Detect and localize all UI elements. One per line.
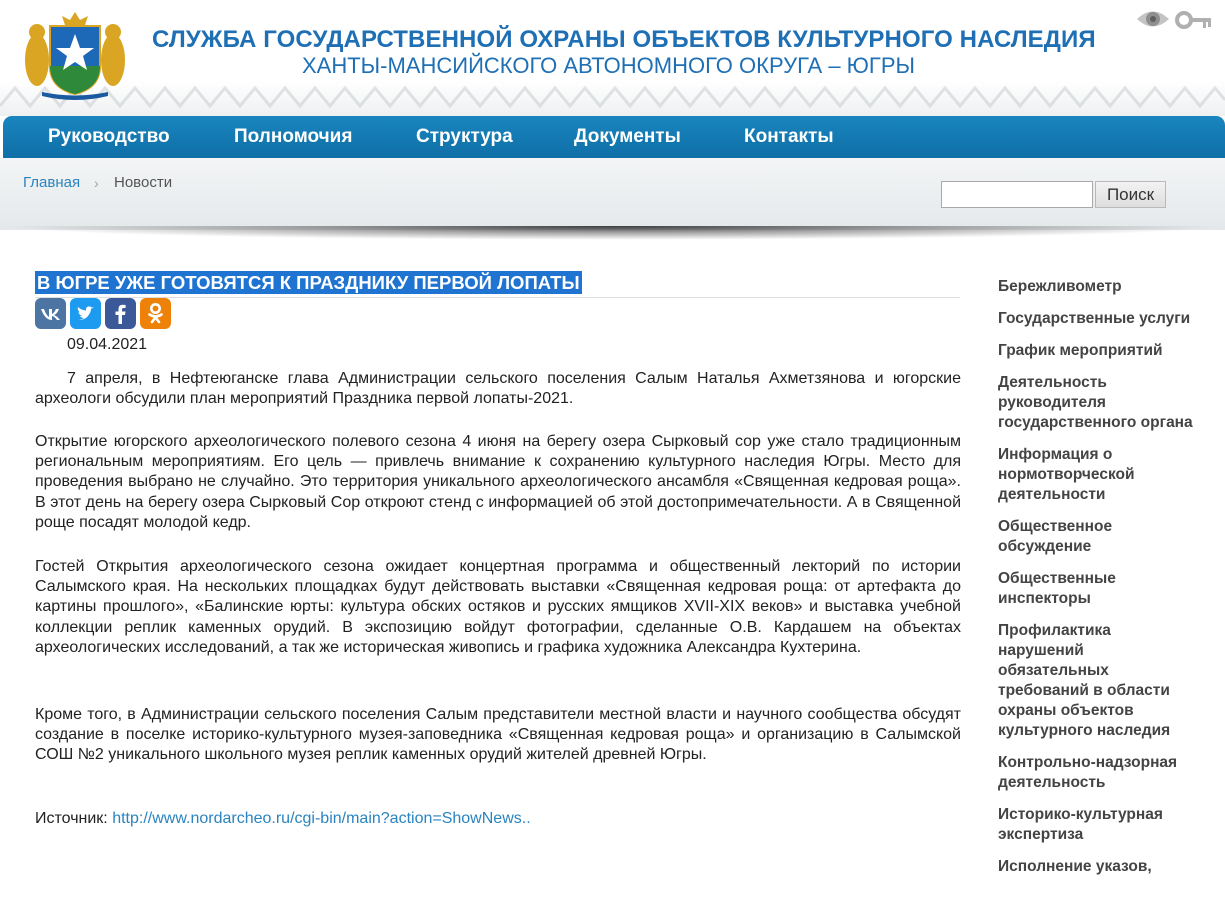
share-vk-button[interactable]	[35, 298, 66, 329]
article-paragraph: Открытие югорского археологического полевого сезона 4 июня на берегу озера Сырковый сор уже стало традиционным региональным мероприятиям. Его цель — привлечь внимание к сохранению культурного наследия Югры. Место для проведения выбрано не случайно. Это территория уникального археологического ансамбля «Священная кедровая роща». В этот день на берегу озера Сырковый Сор откроют стенд с информацией об этой достопримечательности. А в Священной роще посадят молодой кедр.	[35, 433, 961, 531]
share-odnoklassniki-button[interactable]	[140, 298, 171, 329]
header-shadow	[0, 226, 1225, 240]
share-twitter-button[interactable]	[70, 298, 101, 329]
main-nav	[3, 116, 1225, 158]
nav-item-kontakty[interactable]: Контакты	[744, 126, 834, 147]
site-title-line1: СЛУЖБА ГОСУДАРСТВЕННОЙ ОХРАНЫ ОБЪЕКТОВ КУЛЬТУРНОГО НАСЛЕДИЯ	[152, 26, 1096, 53]
article-paragraph: Гостей Открытия археологического сезона ожидает концертная программа и общественный лекторий по истории Салымского края. На нескольких площадках будут действовать выставки «Священная кедровая роща: от артефакта до картины прошлого», «Балинские юрты: культура обских остяков и русских ямщиков XVII-XIX веков» и выставка учебной коллекции реплик каменных орудий. В экспозицию войдут фотографии, сделанные О.В. Кардашем на объектах археологических исследований, а так же историческая живопись и графика художника Александра Кухтерина.	[35, 558, 961, 656]
nav-item-rukovodstvo[interactable]: Руководство	[48, 126, 170, 147]
nav-item-struktura[interactable]: Структура	[416, 126, 513, 147]
title-divider	[35, 297, 960, 298]
facebook-icon	[105, 298, 136, 329]
sidebar-menu	[998, 277, 1198, 889]
sidebar-item-profilaktika[interactable]: Профилактика нарушений обязательных требований в области охраны объектов культурного наследия	[998, 622, 1171, 739]
twitter-icon	[70, 298, 101, 329]
breadcrumb-current: Новости	[114, 174, 173, 191]
article-title: В ЮГРЕ УЖЕ ГОТОВЯТСЯ К ПРАЗДНИКУ ПЕРВОЙ ЛОПАТЫ	[37, 272, 580, 293]
ornament-pattern	[0, 76, 1225, 116]
key-icon[interactable]	[1175, 8, 1213, 32]
sidebar-item-obshchestvennye-inspektory[interactable]: Общественные инспекторы	[998, 570, 1116, 607]
breadcrumb-separator: ›	[94, 175, 99, 191]
sidebar-item-gos-uslugi[interactable]: Государственные услуги	[998, 310, 1191, 327]
sidebar-item-kontrolno-nadzornaya[interactable]: Контрольно-надзорная деятельность	[998, 754, 1178, 791]
site-title-line2: ХАНТЫ-МАНСИЙСКОГО АВТОНОМНОГО ОКРУГА – ЮГРЫ	[302, 53, 915, 78]
nav-item-polnomochiya[interactable]: Полномочия	[234, 126, 353, 147]
sidebar-item-berezhlivometr[interactable]: Бережливометр	[998, 278, 1122, 295]
search-button[interactable]: Поиск	[1095, 181, 1166, 208]
article-paragraph: 7 апреля, в Нефтеюганске глава Администрации сельского поселения Салым Наталья Ахметзянова и югорские археологи обсудили план мероприятий Праздника первой лопаты-2021.	[35, 370, 961, 408]
article-paragraph: Кроме того, в Администрации сельского поселения Салым представители местной власти и научного сообщества обсудят создание в поселке историко-культурного музея-заповедника «Священная кедровая роща» и организацию в Салымской СОШ №2 уникального школьного музея реплик каменных орудий жителей древней Югры.	[35, 706, 961, 764]
source-link[interactable]: http://www.nordarcheo.ru/cgi-bin/main?action=ShowNews..	[112, 810, 531, 827]
source-label: Источник:	[35, 810, 108, 827]
share-facebook-button[interactable]	[105, 298, 136, 329]
sidebar-item-ekspertiza[interactable]: Историко-культурная экспертиза	[998, 806, 1163, 843]
coat-of-arms-emblem[interactable]	[22, 8, 128, 102]
sidebar-item-deyatelnost-rukovoditelya[interactable]: Деятельность руководителя государственного органа	[998, 374, 1193, 431]
breadcrumb-home-link[interactable]: Главная	[23, 174, 81, 191]
sidebar-item-ispolnenie-ukazov[interactable]: Исполнение указов,	[998, 858, 1152, 875]
odnoklassniki-icon	[140, 298, 171, 329]
sidebar-item-grafik[interactable]: График мероприятий	[998, 342, 1163, 359]
site-header	[0, 0, 1225, 116]
nav-item-dokumenty[interactable]: Документы	[574, 126, 681, 147]
article-source	[35, 810, 531, 828]
breadcrumb-search-band	[0, 158, 1225, 230]
search-input[interactable]	[941, 181, 1093, 208]
sidebar-item-normotvorcheskaya[interactable]: Информация о нормотворческой деятельности	[998, 446, 1135, 503]
vk-icon	[35, 298, 66, 329]
article-date: 09.04.2021	[67, 336, 148, 353]
sidebar-item-obshchestvennoe-obsuzhdenie[interactable]: Общественное обсуждение	[998, 518, 1113, 555]
eye-icon[interactable]	[1135, 6, 1171, 32]
